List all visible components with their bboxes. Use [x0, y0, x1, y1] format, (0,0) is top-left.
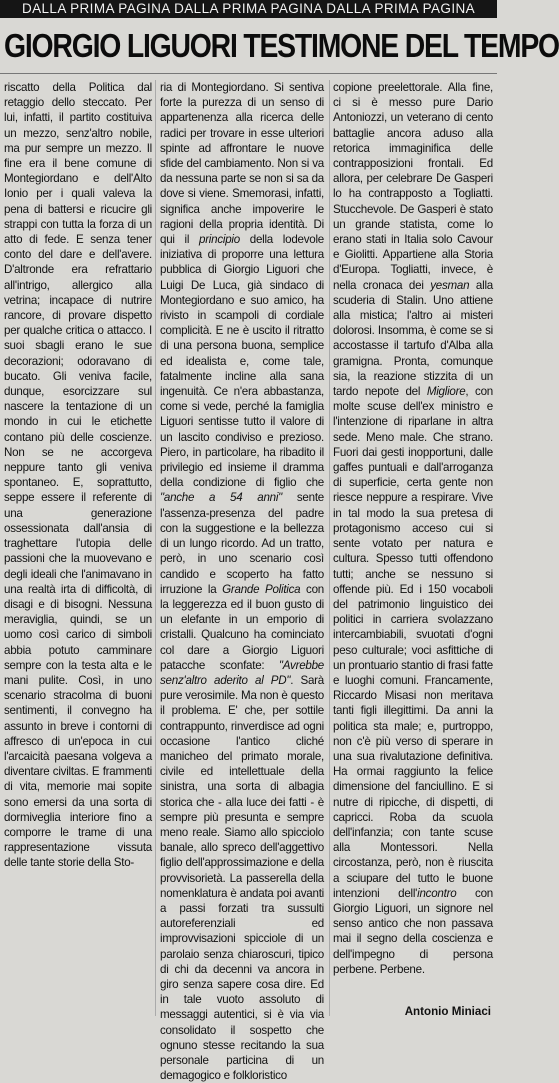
column-3-emphasis-incontro: incontro — [417, 886, 457, 900]
author-signature: Antonio Miniaci — [404, 1005, 491, 1018]
column-3-text — [333, 80, 493, 977]
article-column-1 — [4, 80, 152, 1020]
column-2-part-a: ria di Montegiordano. Si sentiva forte la purezza di un senso di appartenenza alla ricerca delle radici per trovare in esse ulteriori spinte ad affrontare le nuove sfide del cambiamento. Non si va da nessuna parte se non si sa da dove si viene. Smemorasi, infatti, significa anche impoverire le ragioni della propria identità. Di qui il — [160, 81, 324, 247]
column-2-part-e: sente l'assenza-presenza del padre con la suggestione e la bellezza di un lungo ricordo. Ad un tratto, però, in uno scenario così candido e scoperto ha fatto irruzione la — [160, 491, 324, 596]
column-3-emphasis-migliore: Migliore — [426, 385, 466, 399]
column-2-quote-pd: "Avrebbe senz'altro aderito al PD" — [160, 658, 324, 687]
column-3-part-c: alla scuderia di Stalin. Uno attiene alla mistica; l'altro ai misteri dolorosi. Insomma, è come se si accostasse il tartufo d'Alba alla gramigna. Pronta, comunque sia, la reazione stizzita di un tardo nepote del — [333, 278, 493, 399]
column-2-part-i: . Sarà pure verosimile. Ma non è questo il problema. E' che, per sottile contrappunto, rinverdisce ad ogni occasione l'antico cliché manicheo del primato morale, civile ed intellettuale della sinistra, una sorta di albagia storica che - alla luce dei fatti - è sempre più presunta e sempre meno reale. Siamo allo spicciolo banale, allo spreco dell'aggettivo figlio dell'approssimazione e della provvisorietà. La passerella della nomenklatura è andata poi avanti a passi forzati tra sussulti autoreferenziali ed improvvisazioni spicciole di un parolaio senza chiaroscuri, tipico di chi da decenni va ancora in giro senza sapere cosa dire. Ed in tale vuoto assoluto di messaggi autentici, si è via via consolidato il sospetto che ognuno stesse recitando la sua personale particina di un demagogico e folkloristico — [160, 673, 324, 1083]
article-column-2 — [160, 80, 324, 1083]
column-2-part-g: con la leggerezza ed il buon gusto di un elefante in un emporio di cristalli. Qualcuno ha cominciato col dare a Giorgio Liguori patacche sconfate: — [160, 582, 324, 672]
column-3-part-g: con Giorgio Liguori, un signore nel senso antico che non passava mai il segno della coscienza e dell'impegno di persona perbene. Perbene. — [333, 886, 493, 976]
section-banner: DALLA PRIMA PAGINA DALLA PRIMA PAGINA DALLA PRIMA PAGINA — [0, 0, 497, 18]
column-2-emphasis-grande-politica: Grande Politica — [222, 582, 301, 596]
column-divider-1 — [155, 80, 156, 1016]
column-2-quote-54-anni: "anche a 54 anni" — [160, 491, 283, 505]
column-1-text: riscatto della Politica dal retaggio dello steccato. Per lui, infatti, il partito costituiva un mezzo, senz'altro nobile, ma pur sempre un mezzo. Il fine era il bene comune di Montegiordano e dell'Alto Ionio per i quali valeva la pena di battersi e ricucire gli strappi con tutta la forza di un atto di fede. E senza tener conto del dare e dell'avere. D'altronde era refrattario all'intrigo, allergico alla vetrina; incapace di nutrire rancore, di provare dispetto per qualche critica o attacco. I suoi sbagli erano le sue decorazioni; odoravano di bucato. Gli veniva facile, dunque, esorcizzare sul nascere la tentazione di un mondo in cui le etichette contano più delle coscienze. Non se ne accorgeva neppure tanto gli veniva spontaneo. E, soprattutto, seppe essere il referente di una generazione ossessionata dall'ansia di traghettare l'utopia delle passioni che la muovevano e degli ideali che l'animavano in una realtà irta di difficoltà, di disagi e di bisogni. Nessuna meraviglia, quindi, se un uomo così carico di simboli abbia potuto camminare sempre con la testa alta e le mani pulite. Così, in uno scenario stracolma di buoni sentimenti, il convegno ha assunto in breve i contorni di affresco di un'epoca in cui l'arcaicità paesana volgeva a diventare civiltas. E frammenti di vita, memorie mai sopite sono emersi da una sorta di dormiveglia interiore fino a comporre le trame di una rappresentazione vissuta delle tante storie della Sto- — [4, 81, 152, 870]
article-column-3 — [333, 80, 493, 998]
column-3-part-e: , con molte scuse dell'ex ministro e l'intenzione di riparlane in altra sede. Meno male. Che strano. Fuori dai gesti inopportuni, dalle gaffes puntuali e dall'arroganza di superficie, certa gente non riesce neppure a respirare. Vive in tal modo la sua pretesa di protagonismo acceso cui si sente votato per natura e cultura. Spesso tutti offendono tutti; anche se nessuno si offende più. Ed i 150 vocaboli del patrimonio linguistico dei politici in carriera svolazzano intercambiabili, svuotati d'ogni peso culturale; voci asfittiche di un prontuario stantio di frasi fatte e luoghi comuni. Francamente, Riccardo Misasi non meritava tanti figli illegittimi. Da anni la politica sta male; e, purtroppo, non c'è più verso di sperare in una sua rivalutazione definitiva. Ha ormai raggiunto la felice dimensione del fanciullino. E si nutre di ripicche, di dispetti, di capricci. Roba da scuola dell'infanzia; con tante scuse alla Montessori. Nella circostanza, però, non è riuscita a sciupare del tutto le buone intenzioni dell' — [333, 385, 493, 900]
column-3-emphasis-yesman: yesman — [430, 278, 470, 292]
column-2-emphasis-principio: principio — [199, 233, 240, 247]
column-3-part-a: copione preelettorale. Alla fine, ci si è messo pure Dario Antoniozzi, un veterano di cento battaglie ancora aduso alla retorica immaginifica delle contrapposizioni frontali. Ed allora, per celebrare De Gasperi lo ha contrapposto a Togliatti. Stucchevole. De Gasperi è stato un grande statista, come lo erano stati in Italia solo Cavour e Giolitti. Appartiene alla Storia d'Europa. Togliatti, invece, è nella cronaca dei — [333, 81, 493, 292]
article-headline: GIORGIO LIGUORI TESTIMONE DEL TEMPO — [4, 27, 559, 64]
column-2-text — [160, 80, 324, 1083]
column-divider-2 — [329, 80, 330, 1016]
headline-divider — [0, 73, 497, 74]
column-2-part-c: della lodevole iniziativa di proporre una lettura pubblica di Giorgio Liguori che Luigi De Luca, già sindaco di Montegiordano e suo amico, ha rivisto in scampoli di cordiale complicità. E ne è uscito il ritratto di una persona buona, semplice ed idealista e, come tale, fatalmente incline alla sana ingenuità. Ce n'era abbastanza, come si vede, perché la famiglia Liguori sentisse tutto il valore di un lascito condiviso e prezioso. Piero, in particolare, ha ribadito il privilegio ed insieme il dramma della condizione di figlio che — [160, 233, 324, 490]
